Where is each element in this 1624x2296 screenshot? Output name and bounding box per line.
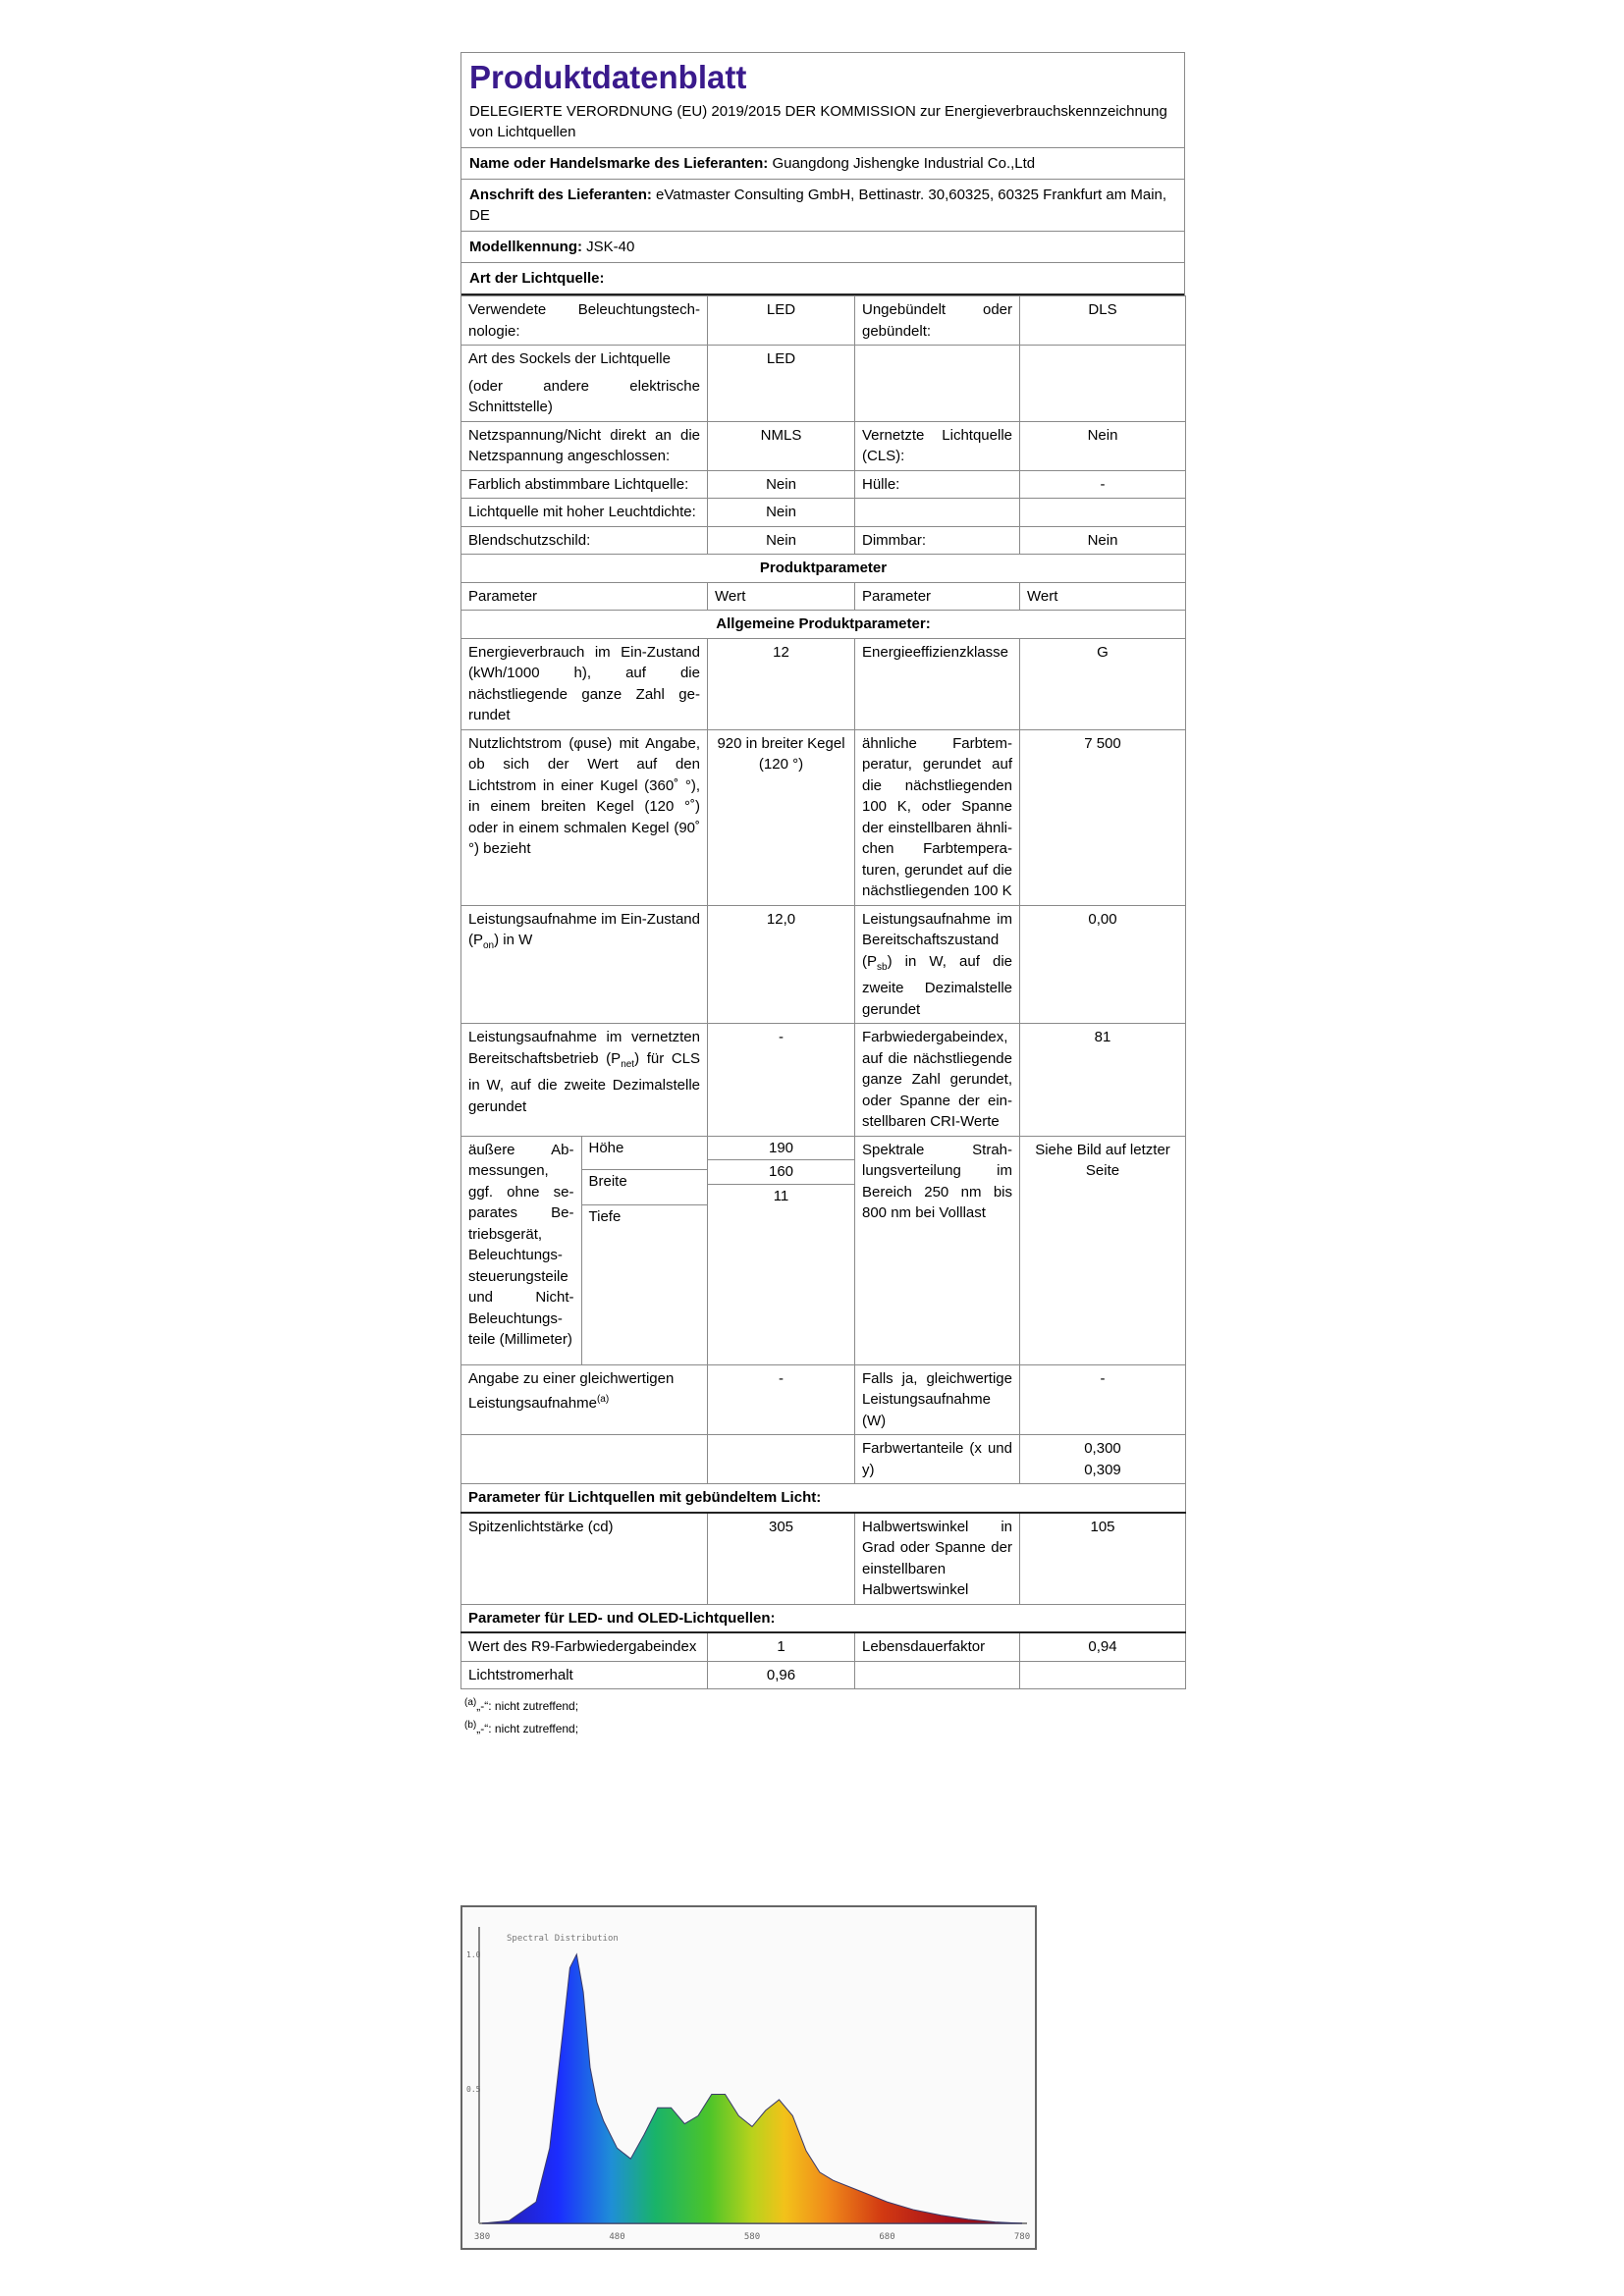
cell-empty [708,1435,855,1484]
cell-label: Lichtstromerhalt [461,1661,708,1689]
table-row [461,470,1186,499]
col-header-value: Wert [708,582,855,611]
cell-label: Farblich abstimmbare Lichtquelle: [461,470,708,499]
label-subscript: sb [877,961,888,973]
x-tick-label: 680 [879,2232,895,2242]
table-row [461,1435,1186,1484]
x-tick-label: 480 [609,2232,625,2242]
table-row [461,346,1186,422]
cell-label: Wert des R9-Farbwiedergabeindex [461,1632,708,1661]
section-heading-row [461,1484,1186,1513]
dimension-name: Breite [581,1170,708,1204]
cell-value: 12,0 [708,905,855,1024]
footnote-text: „-“: nicht zutreffend; [476,1722,579,1735]
dimension-name: Tiefe [588,1207,622,1225]
footnotes [460,1693,1185,1738]
dimension-value: 160 [708,1160,854,1185]
dimension-value: 11 [773,1187,789,1204]
label-subscript: on [483,940,495,951]
label-part: ) in W, auf die zweite Dezimalstelle gerundet [862,952,1012,1018]
cell-label [461,346,708,422]
cell-value: 81 [1020,1024,1186,1137]
cell-label [855,1661,1020,1689]
spectrum-svg [462,1907,1035,2248]
col-header-value: Wert [1020,582,1186,611]
x-tick-label: 380 [473,2232,491,2242]
table-row [461,1024,1186,1137]
cell-value: 0,00 [1020,905,1186,1024]
cell-label [461,1136,708,1364]
cell-value [1020,1435,1186,1484]
table-row [461,499,1186,527]
general-params-heading: Allgemeine Produktparameter: [461,611,1186,639]
cell-value: Nein [708,499,855,527]
table-row [461,638,1186,729]
page-title: Produktdatenblatt [469,59,747,95]
supplier-value: Guangdong Jishengke Industrial Co.,Ltd [772,155,1036,172]
cell-label [855,905,1020,1024]
cell-value: 105 [1020,1513,1186,1605]
cell-value [1020,1661,1186,1689]
dimension-name: Höhe [581,1137,708,1170]
table-row [461,526,1186,555]
cell-value: LED [708,296,855,346]
socket-label: Art des Sockels der Lichtquelle [468,350,671,367]
model-value: JSK-40 [586,239,635,255]
label-part: Leistungsaufnahme im vernetzten Bereitschaftsbetrieb (P [468,1029,700,1067]
footnote-mark: (b) [464,1720,477,1731]
cell-value: Siehe Bild auf letzter Seite [1020,1136,1186,1364]
model-label: Modellkennung: [469,239,582,255]
label-part: ) in W [494,932,533,948]
cell-value: DLS [1020,296,1186,346]
table-row [461,1513,1186,1605]
cell-value: NMLS [708,421,855,470]
led-heading: Parameter für LED- und OLED-Lichtquellen: [461,1604,1186,1632]
cell-label: Lichtquelle mit hoher Leuchtdichte: [461,499,708,527]
cell-value: 920 in breiter Kegel (120 °) [708,729,855,905]
cell-value: - [1020,1364,1186,1435]
table-row [461,729,1186,905]
regulation-text: DELEGIERTE VERORDNUNG (EU) 2019/2015 DER KOMMISSION zur Energieverbrauchskennzeichnung von Lichtquellen [469,103,1167,140]
label-part: Leistungsaufnahme im Bereitschaftszustand (P [862,910,1012,970]
datasheet-header [460,52,1185,295]
cell-label: Spektrale Strahlungsverteilung im Bereich 250 nm bis 800 nm bei Volllast [855,1136,1020,1364]
cell-label [461,905,708,1024]
table-row [461,905,1186,1024]
cell-label: Energieeffizienzklasse [855,638,1020,729]
cell-value: 0,94 [1020,1632,1186,1661]
cell-label: Lebensdauerfaktor [855,1632,1020,1661]
supplier-row [461,148,1184,180]
datasheet [460,52,1185,1738]
cell-label: Energieverbrauch im Ein-Zustand (kWh/1000 h), auf die nächstliegende ganze Zahl gerundet [461,638,708,729]
y-tick-label: 0.5 [466,2085,481,2094]
cell-value: - [708,1024,855,1137]
cell-value [1020,499,1186,527]
address-row [461,180,1184,232]
cell-label [855,346,1020,422]
table-row [461,1364,1186,1435]
table-row [461,1661,1186,1689]
cell-label: Netzspannung/Nicht direkt an die Netzspannung angeschlossen: [461,421,708,470]
cell-label: Spitzenlichtstärke (cd) [461,1513,708,1605]
cell-value: Nein [708,470,855,499]
cell-value [1020,346,1186,422]
product-params-heading: Produktparameter [461,555,1186,583]
footnote-mark: (a) [596,1394,610,1405]
chart-title: Spectral Distribution [507,1934,619,1944]
table-row [461,421,1186,470]
cell-label: Blendschutzschild: [461,526,708,555]
socket-label-note: (oder andere elektrische Schnittstelle) [468,377,700,415]
chroma-y: 0,309 [1084,1461,1121,1478]
cell-value: 0,96 [708,1661,855,1689]
cell-value: 12 [708,638,855,729]
chroma-x: 0,300 [1084,1440,1121,1457]
cell-value: 7 500 [1020,729,1186,905]
model-row [461,232,1184,263]
cell-label: Verwendete Beleuchtungstechnologie: [461,296,708,346]
cell-value [708,1136,855,1364]
col-header-param: Parameter [855,582,1020,611]
section-heading-row [461,611,1186,639]
cell-label [855,499,1020,527]
section-heading-row [461,555,1186,583]
col-header-param: Parameter [461,582,708,611]
address-label: Anschrift des Lieferanten: [469,187,652,203]
cell-label: Farbwiedergabeindex, auf die nächstliegende ganze Zahl gerundet, oder Spanne der einstellbaren CRI-Werte [855,1024,1020,1137]
label-part: Angabe zu einer gleichwertigen Leistungsaufnahme [468,1369,675,1412]
footnote [464,1716,1185,1738]
cell-label: Ungebündelt oder gebündelt: [855,296,1020,346]
cell-label: Dimmbar: [855,526,1020,555]
y-tick-label: 1.0 [466,1950,481,1959]
cell-value: 305 [708,1513,855,1605]
cell-value: - [1020,470,1186,499]
footnote-mark: (a) [464,1697,477,1708]
supplier-label: Name oder Handelsmarke des Lieferanten: [469,155,769,172]
cell-label [461,1024,708,1137]
cell-label: Halbwertswinkel in Grad oder Spanne der einstellbaren Halbwertswinkel [855,1513,1020,1605]
label-part: Leistungsaufnahme im Ein-Zustand (P [468,910,700,948]
cell-label [461,1364,708,1435]
cell-empty [461,1435,708,1484]
cell-label: Nutzlichtstrom (φuse) mit Angabe, ob sich der Wert auf den Lichtstrom in einer Kugel (360˚ °), in einem breiten Kegel (120 °˚) oder in einem schmalen Kegel (90˚ °) bezieht [461,729,708,905]
cell-label: Falls ja, gleichwertige Leistungsaufnahme (W) [855,1364,1020,1435]
cell-value: 1 [708,1632,855,1661]
cell-value: G [1020,638,1186,729]
cell-value: Nein [1020,526,1186,555]
cell-value: - [708,1364,855,1435]
directional-heading: Parameter für Lichtquellen mit gebündeltem Licht: [461,1484,1186,1513]
cell-label: ähnliche Farbtemperatur, gerundet auf die nächstliegenden 100 K, oder Spanne der einstellbaren ähnlichen Farbtemperaturen, gerundet auf die nächstliegenden 100 K [855,729,1020,905]
footnote [464,1693,1185,1716]
column-header-row [461,582,1186,611]
spectral-distribution-chart [460,1905,1037,2250]
cell-label: Hülle: [855,470,1020,499]
cell-value: Nein [1020,421,1186,470]
cell-label: Vernetzte Lichtquelle (CLS): [855,421,1020,470]
section-heading-row [461,1604,1186,1632]
x-tick-label: 780 [1013,2232,1031,2242]
cell-value: Nein [708,526,855,555]
dimensions-label: äußere Abmessungen, ggf. ohne separates Betriebsgerät, Beleuchtungssteuerungsteile und Nicht-Beleuchtungsteile (Millimeter) [461,1137,581,1364]
parameter-table [460,295,1186,1689]
footnote-text: „-“: nicht zutreffend; [476,1699,579,1713]
address-value: eVatmaster Consulting GmbH, Bettinastr. 30,60325, 60325 Frankfurt am Main, DE [469,187,1167,224]
label-part: ) für CLS in W, auf die zweite Dezimalstelle gerundet [468,1049,700,1115]
type-heading: Art der Lichtquelle: [461,263,1184,295]
cell-label: Farbwertanteile (x und y) [855,1435,1020,1484]
dimension-value: 190 [708,1137,854,1161]
x-tick-label: 580 [743,2232,761,2242]
table-row [461,1632,1186,1661]
cell-value: LED [708,346,855,422]
dimensions-subtable [461,1137,708,1364]
table-row [461,296,1186,346]
label-subscript: net [621,1058,635,1070]
table-row [461,1136,1186,1364]
